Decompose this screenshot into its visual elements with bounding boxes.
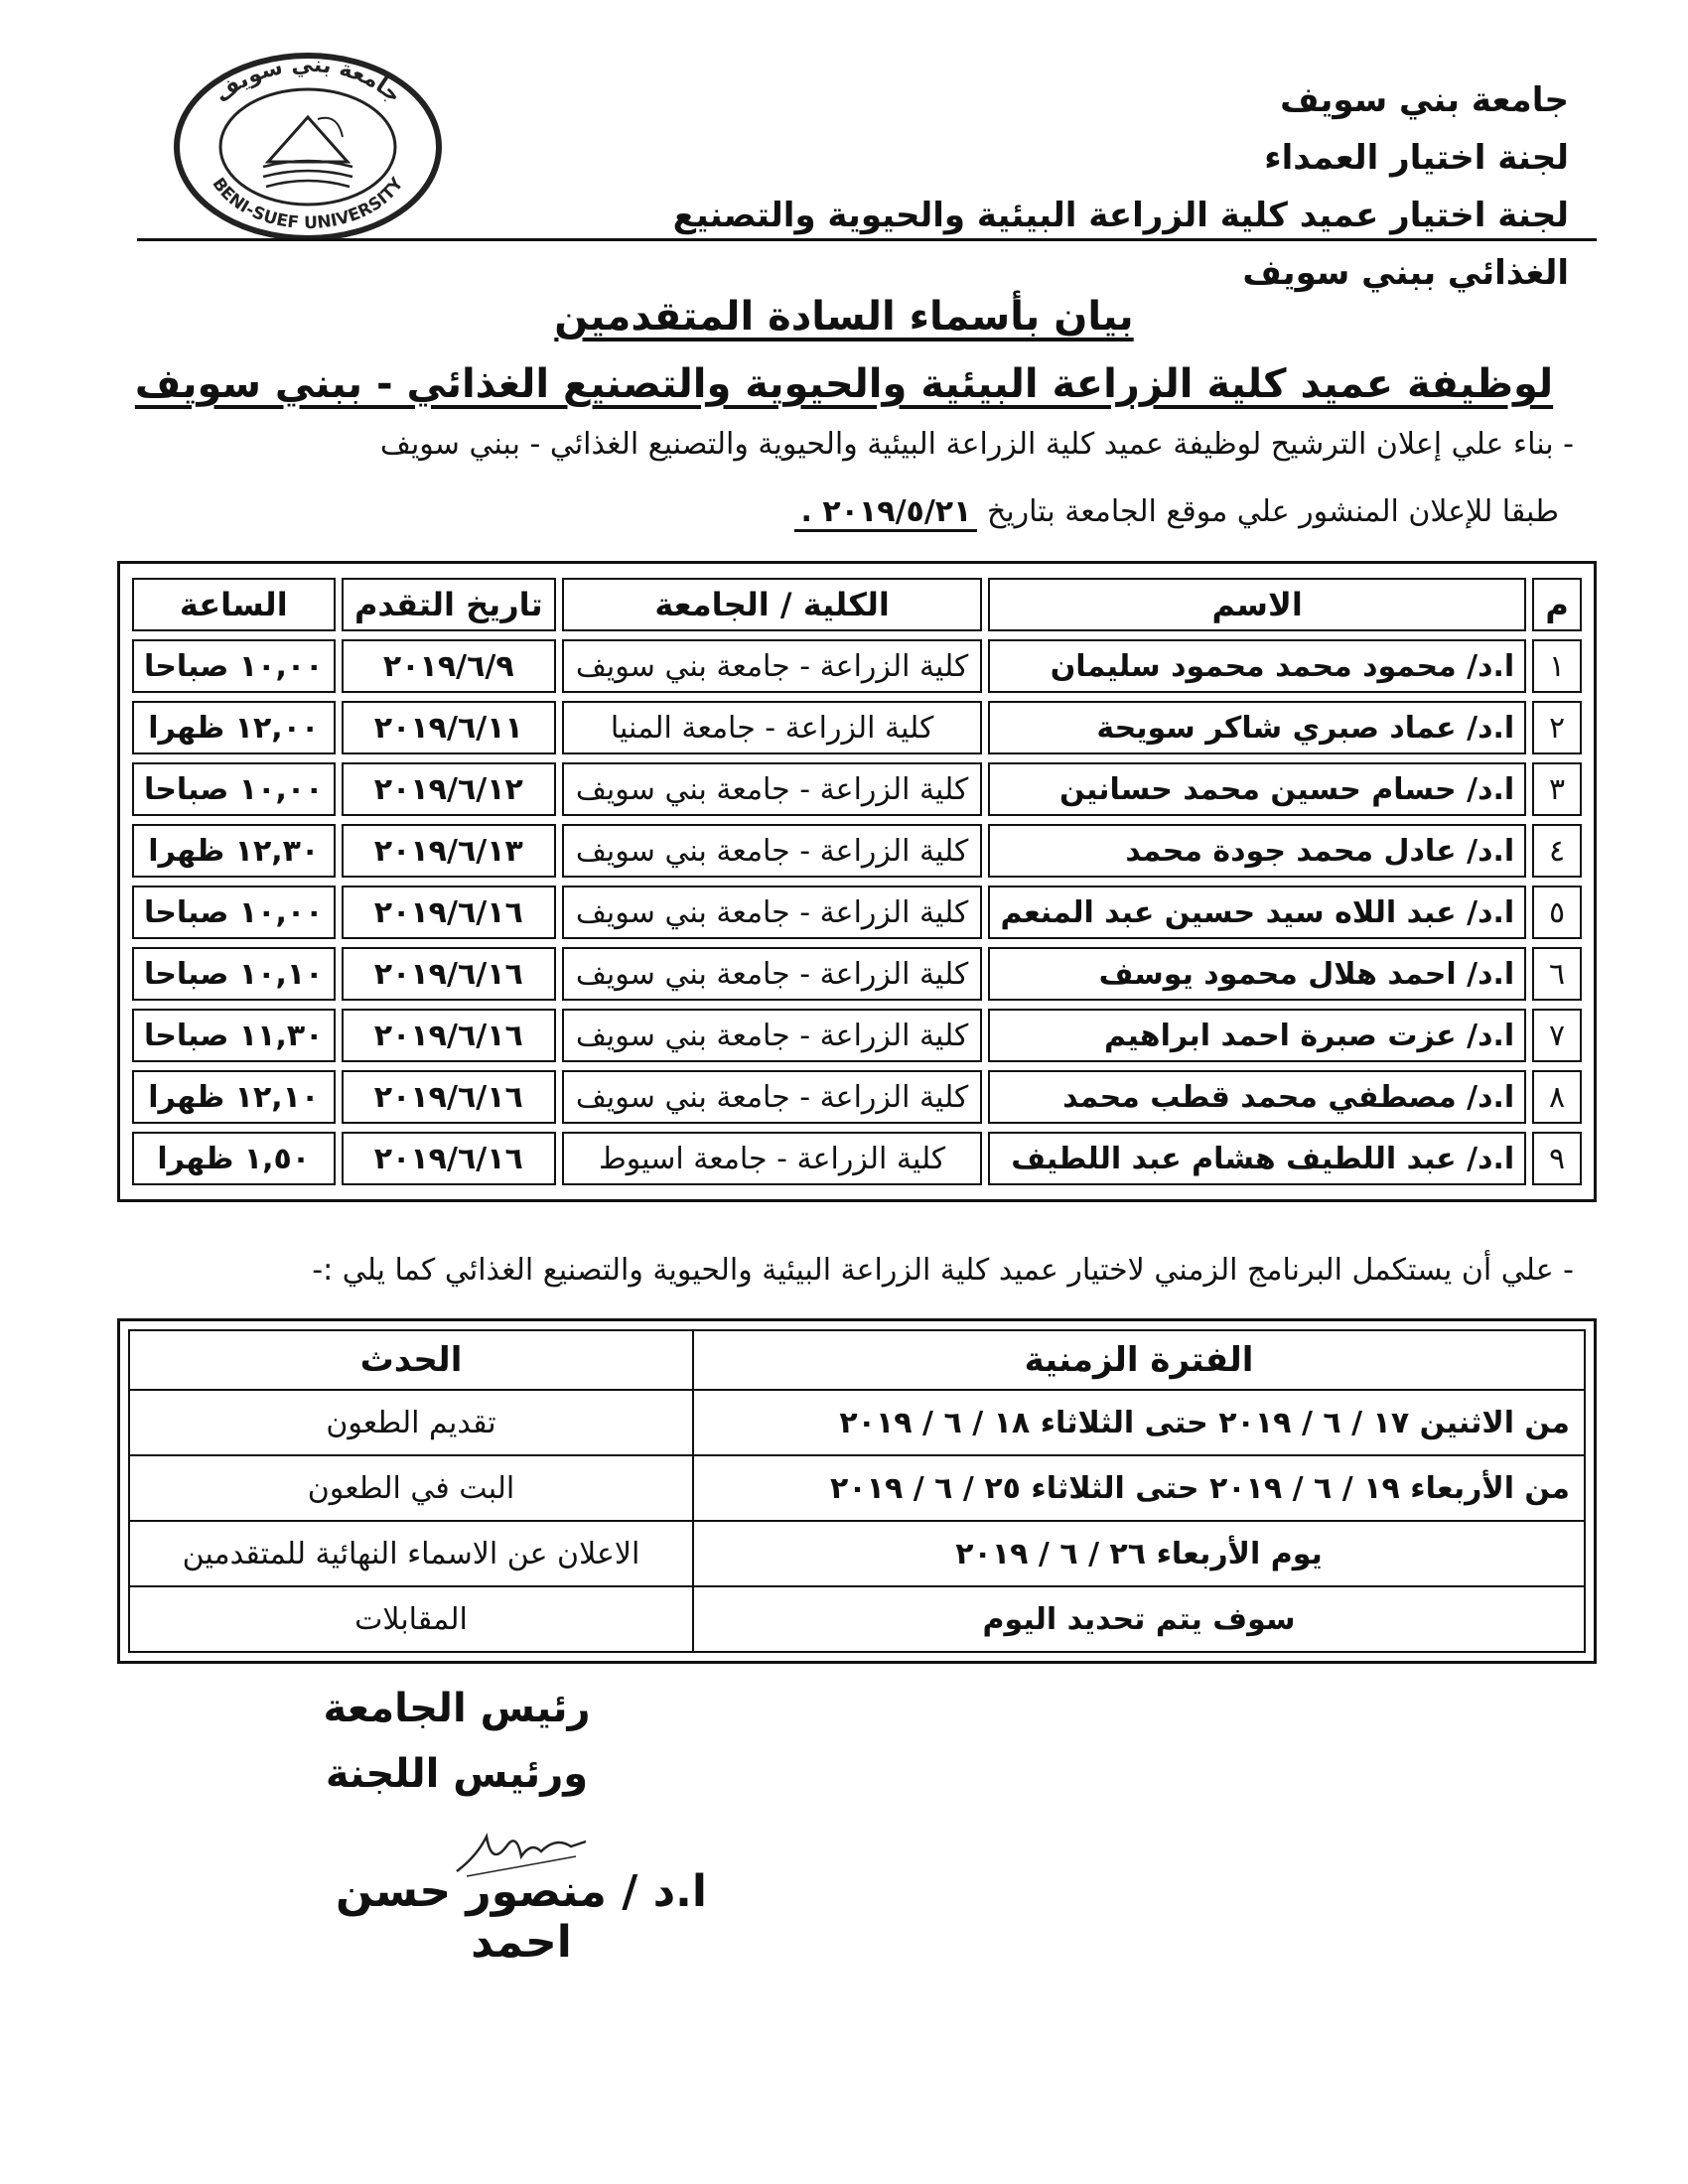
schedule-event: تقديم الطعون (129, 1390, 693, 1455)
row-college: كلية الزراعة - جامعة بني سويف (562, 824, 982, 878)
row-num: ٤ (1532, 824, 1582, 878)
table-row (132, 762, 1582, 816)
row-time: ١٢,٣٠ ظهرا (132, 824, 336, 878)
schedule-row (129, 1521, 1585, 1586)
schedule-period: سوف يتم تحديد اليوم (693, 1586, 1585, 1652)
row-name: ا.د/ عبد اللطيف هشام عبد اللطيف (988, 1132, 1526, 1185)
schedule-note: - علي أن يستكمل البرنامج الزمني لاختيار عميد كلية الزراعة البيئية والحيوية والتصنيع الغذائي كما يلي :- (312, 1253, 1574, 1288)
intro-text: طبقا للإعلان المنشور علي موقع الجامعة بتاريخ (986, 494, 1559, 529)
row-num: ١ (1532, 639, 1582, 693)
row-name: ا.د/ عزت صبرة احمد ابراهيم (988, 1009, 1526, 1062)
schedule-header-row (129, 1330, 1585, 1390)
row-college: كلية الزراعة - جامعة اسيوط (562, 1132, 982, 1185)
signatory-title-1: رئيس الجامعة (323, 1686, 591, 1731)
row-num: ٩ (1532, 1132, 1582, 1185)
schedule-period: من الأربعاء ١٩ / ٦ / ٢٠١٩ حتى الثلاثاء ٢٥ / ٦ / ٢٠١٩ (693, 1455, 1585, 1521)
schedule-event: الاعلان عن الاسماء النهائية للمتقدمين (129, 1521, 693, 1586)
row-num: ٦ (1532, 947, 1582, 1001)
table-row (132, 701, 1582, 754)
header-event: الحدث (129, 1330, 693, 1390)
logo-text-ar: جامعة بني سويف (210, 52, 406, 109)
row-college: كلية الزراعة - جامعة بني سويف (562, 886, 982, 939)
deans-committee: لجنة اختيار العمداء (1264, 138, 1569, 178)
header-divider (137, 238, 1597, 241)
applicants-header-row (132, 578, 1582, 631)
row-time: ١٢,٠٠ ظهرا (132, 701, 336, 754)
row-college: كلية الزراعة - جامعة بني سويف (562, 639, 982, 693)
row-date: ٢٠١٩/٦/١٦ (342, 1132, 557, 1185)
row-date: ٢٠١٩/٦/١٣ (342, 824, 557, 878)
row-time: ١٠,٠٠ صباحا (132, 886, 336, 939)
row-name: ا.د/ عماد صبري شاكر سويحة (988, 701, 1526, 754)
row-num: ٧ (1532, 1009, 1582, 1062)
table-row (132, 947, 1582, 1001)
row-date: ٢٠١٩/٦/١٦ (342, 886, 557, 939)
row-time: ١٠,٠٠ صباحا (132, 639, 336, 693)
university-seal-icon (169, 48, 447, 246)
row-date: ٢٠١٩/٦/١٦ (342, 1009, 557, 1062)
row-num: ٥ (1532, 886, 1582, 939)
header-period: الفترة الزمنية (693, 1330, 1585, 1390)
table-row (132, 639, 1582, 693)
logo-text-en: BENI-SUEF UNIVERSITY (208, 174, 408, 234)
row-time: ١٢,١٠ ظهرا (132, 1070, 336, 1124)
row-college: كلية الزراعة - جامعة بني سويف (562, 947, 982, 1001)
row-name: ا.د/ محمود محمد محمود سليمان (988, 639, 1526, 693)
row-date: ٢٠١٩/٦/١٦ (342, 1070, 557, 1124)
table-row (132, 1009, 1582, 1062)
table-row (132, 824, 1582, 878)
row-time: ١٠,٠٠ صباحا (132, 762, 336, 816)
row-time: ١,٥٠ ظهرا (132, 1132, 336, 1185)
row-name: ا.د/ عادل محمد جودة محمد (988, 824, 1526, 878)
document-header (576, 71, 1569, 302)
schedule-event: المقابلات (129, 1586, 693, 1652)
signature-block (278, 1676, 635, 1807)
header-num: م (1532, 578, 1582, 631)
row-name: ا.د/ مصطفي محمد قطب محمد (988, 1070, 1526, 1124)
university-name: جامعة بني سويف (1280, 80, 1569, 120)
row-college: كلية الزراعة - جامعة بني سويف (562, 1009, 982, 1062)
row-time: ١١,٣٠ صباحا (132, 1009, 336, 1062)
announcement-date: ٢٠١٩/٥/٢١ . (794, 494, 977, 532)
signatory-title-2: ورئيس اللجنة (325, 1751, 589, 1797)
schedule-row (129, 1390, 1585, 1455)
row-time: ١٠,١٠ صباحا (132, 947, 336, 1001)
table-row (132, 886, 1582, 939)
university-logo (169, 48, 447, 246)
header-college: الكلية / الجامعة (562, 578, 982, 631)
schedule-event: البت في الطعون (129, 1455, 693, 1521)
schedule-period: من الاثنين ١٧ / ٦ / ٢٠١٩ حتى الثلاثاء ١٨ / ٦ / ٢٠١٩ (693, 1390, 1585, 1455)
row-college: كلية الزراعة - جامعة بني سويف (562, 1070, 982, 1124)
row-name: ا.د/ حسام حسين محمد حسانين (988, 762, 1526, 816)
row-date: ٢٠١٩/٦/١١ (342, 701, 557, 754)
schedule-row (129, 1455, 1585, 1521)
svg-text:جامعة بني سويف (211, 53, 406, 108)
row-date: ٢٠١٩/٦/١٢ (342, 762, 557, 816)
table-row (132, 1070, 1582, 1124)
row-date: ٢٠١٩/٦/٩ (342, 639, 557, 693)
row-college: كلية الزراعة - جامعة بني سويف (562, 762, 982, 816)
schedule-table (117, 1318, 1597, 1664)
document-title: بيان بأسماء السادة المتقدمين (554, 294, 1134, 340)
schedule-period: يوم الأربعاء ٢٦ / ٦ / ٢٠١٩ (693, 1521, 1585, 1586)
row-num: ٣ (1532, 762, 1582, 816)
row-num: ٢ (1532, 701, 1582, 754)
document-subtitle: لوظيفة عميد كلية الزراعة البيئية والحيوية والتصنيع الغذائي - ببني سويف (134, 361, 1554, 407)
header-date: تاريخ التقدم (342, 578, 557, 631)
header-time: الساعة (132, 578, 336, 631)
intro-line-2 (268, 494, 1559, 529)
row-date: ٢٠١٩/٦/١٦ (342, 947, 557, 1001)
selection-committee: لجنة اختيار عميد كلية الزراعة البيئية والحيوية والتصنيع الغذائي ببني سويف (672, 196, 1569, 293)
table-row (132, 1132, 1582, 1185)
signatory-name: ا.د / منصور حسن احمد (336, 1866, 707, 1968)
header-name: الاسم (988, 578, 1526, 631)
row-num: ٨ (1532, 1070, 1582, 1124)
row-name: ا.د/ عبد اللاه سيد حسين عبد المنعم (988, 886, 1526, 939)
intro-line-1: - بناء علي إعلان الترشيح لوظيفة عميد كلية الزراعة البيئية والحيوية والتصنيع الغذائي - ببني سويف (379, 427, 1574, 462)
row-name: ا.د/ احمد هلال محمود يوسف (988, 947, 1526, 1001)
applicants-table (117, 561, 1597, 1202)
schedule-row (129, 1586, 1585, 1652)
row-college: كلية الزراعة - جامعة المنيا (562, 701, 982, 754)
